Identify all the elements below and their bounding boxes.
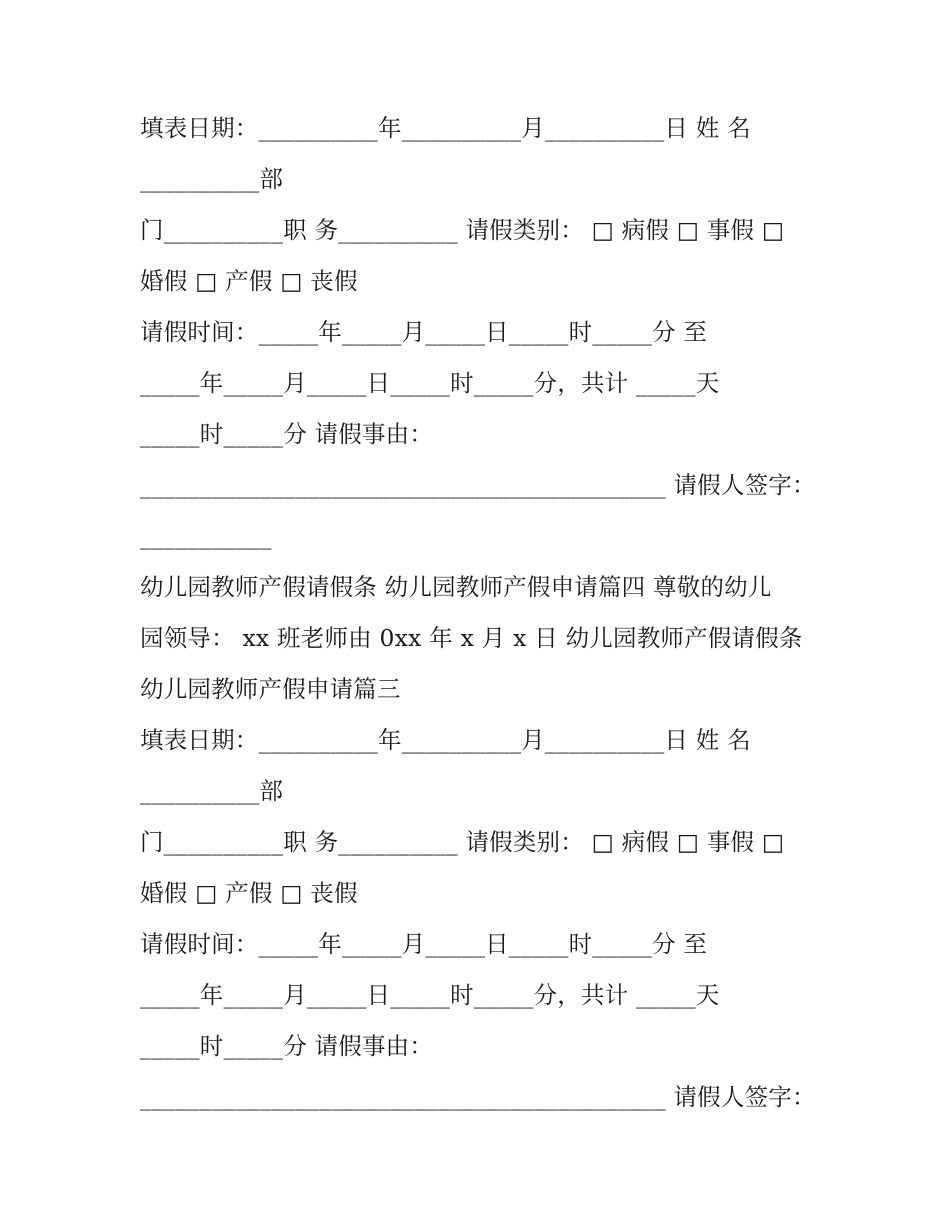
paragraph-line-1: 幼儿园教师产假请假条 幼儿园教师产假申请篇四 尊敬的幼儿 (140, 573, 772, 601)
paragraph-line-3: 幼儿园教师产假申请篇三 (140, 675, 401, 703)
form-date-line: 填表日期：__________年__________月__________日 姓 名 (140, 114, 751, 142)
form-date-line-2: 填表日期：__________年__________月__________日 姓 名 (140, 726, 751, 754)
reason-signature-line: ____________________________________________ 请假人签字： (140, 471, 816, 499)
signature-blank-line: ___________ (140, 522, 272, 550)
reason-signature-line-2: ____________________________________________ 请假人签字： (140, 1083, 816, 1111)
leave-duration-reason-line-2: _____时_____分 请假事由： (140, 1032, 434, 1060)
leave-start-time-line-2: 请假时间：_____年_____月_____日_____时_____分 至 (140, 930, 708, 958)
department-position-leave-type-line: 门__________职 务__________ 请假类别： □ 病假 □ 事假 □ (140, 216, 785, 244)
department-position-leave-type-line-2: 门__________职 务__________ 请假类别： □ 病假 □ 事假 □ (140, 828, 785, 856)
leave-type-options-line-2: 婚假 □ 产假 □ 丧假 (140, 879, 358, 907)
document-page (140, 103, 820, 1123)
department-blank-line-2: __________部 (140, 777, 284, 805)
leave-duration-reason-line: _____时_____分 请假事由： (140, 420, 434, 448)
leave-start-time-line: 请假时间：_____年_____月_____日_____时_____分 至 (140, 318, 708, 346)
leave-end-time-line-2: _____年_____月_____日_____时_____分，共计 _____天 (140, 981, 720, 1009)
leave-end-time-line: _____年_____月_____日_____时_____分，共计 _____天 (140, 369, 720, 397)
paragraph-line-2: 园领导： xx 班老师由 0xx 年 x 月 x 日 幼儿园教师产假请假条 (140, 624, 803, 652)
department-blank-line: __________部 (140, 165, 284, 193)
leave-type-options-line: 婚假 □ 产假 □ 丧假 (140, 267, 358, 295)
